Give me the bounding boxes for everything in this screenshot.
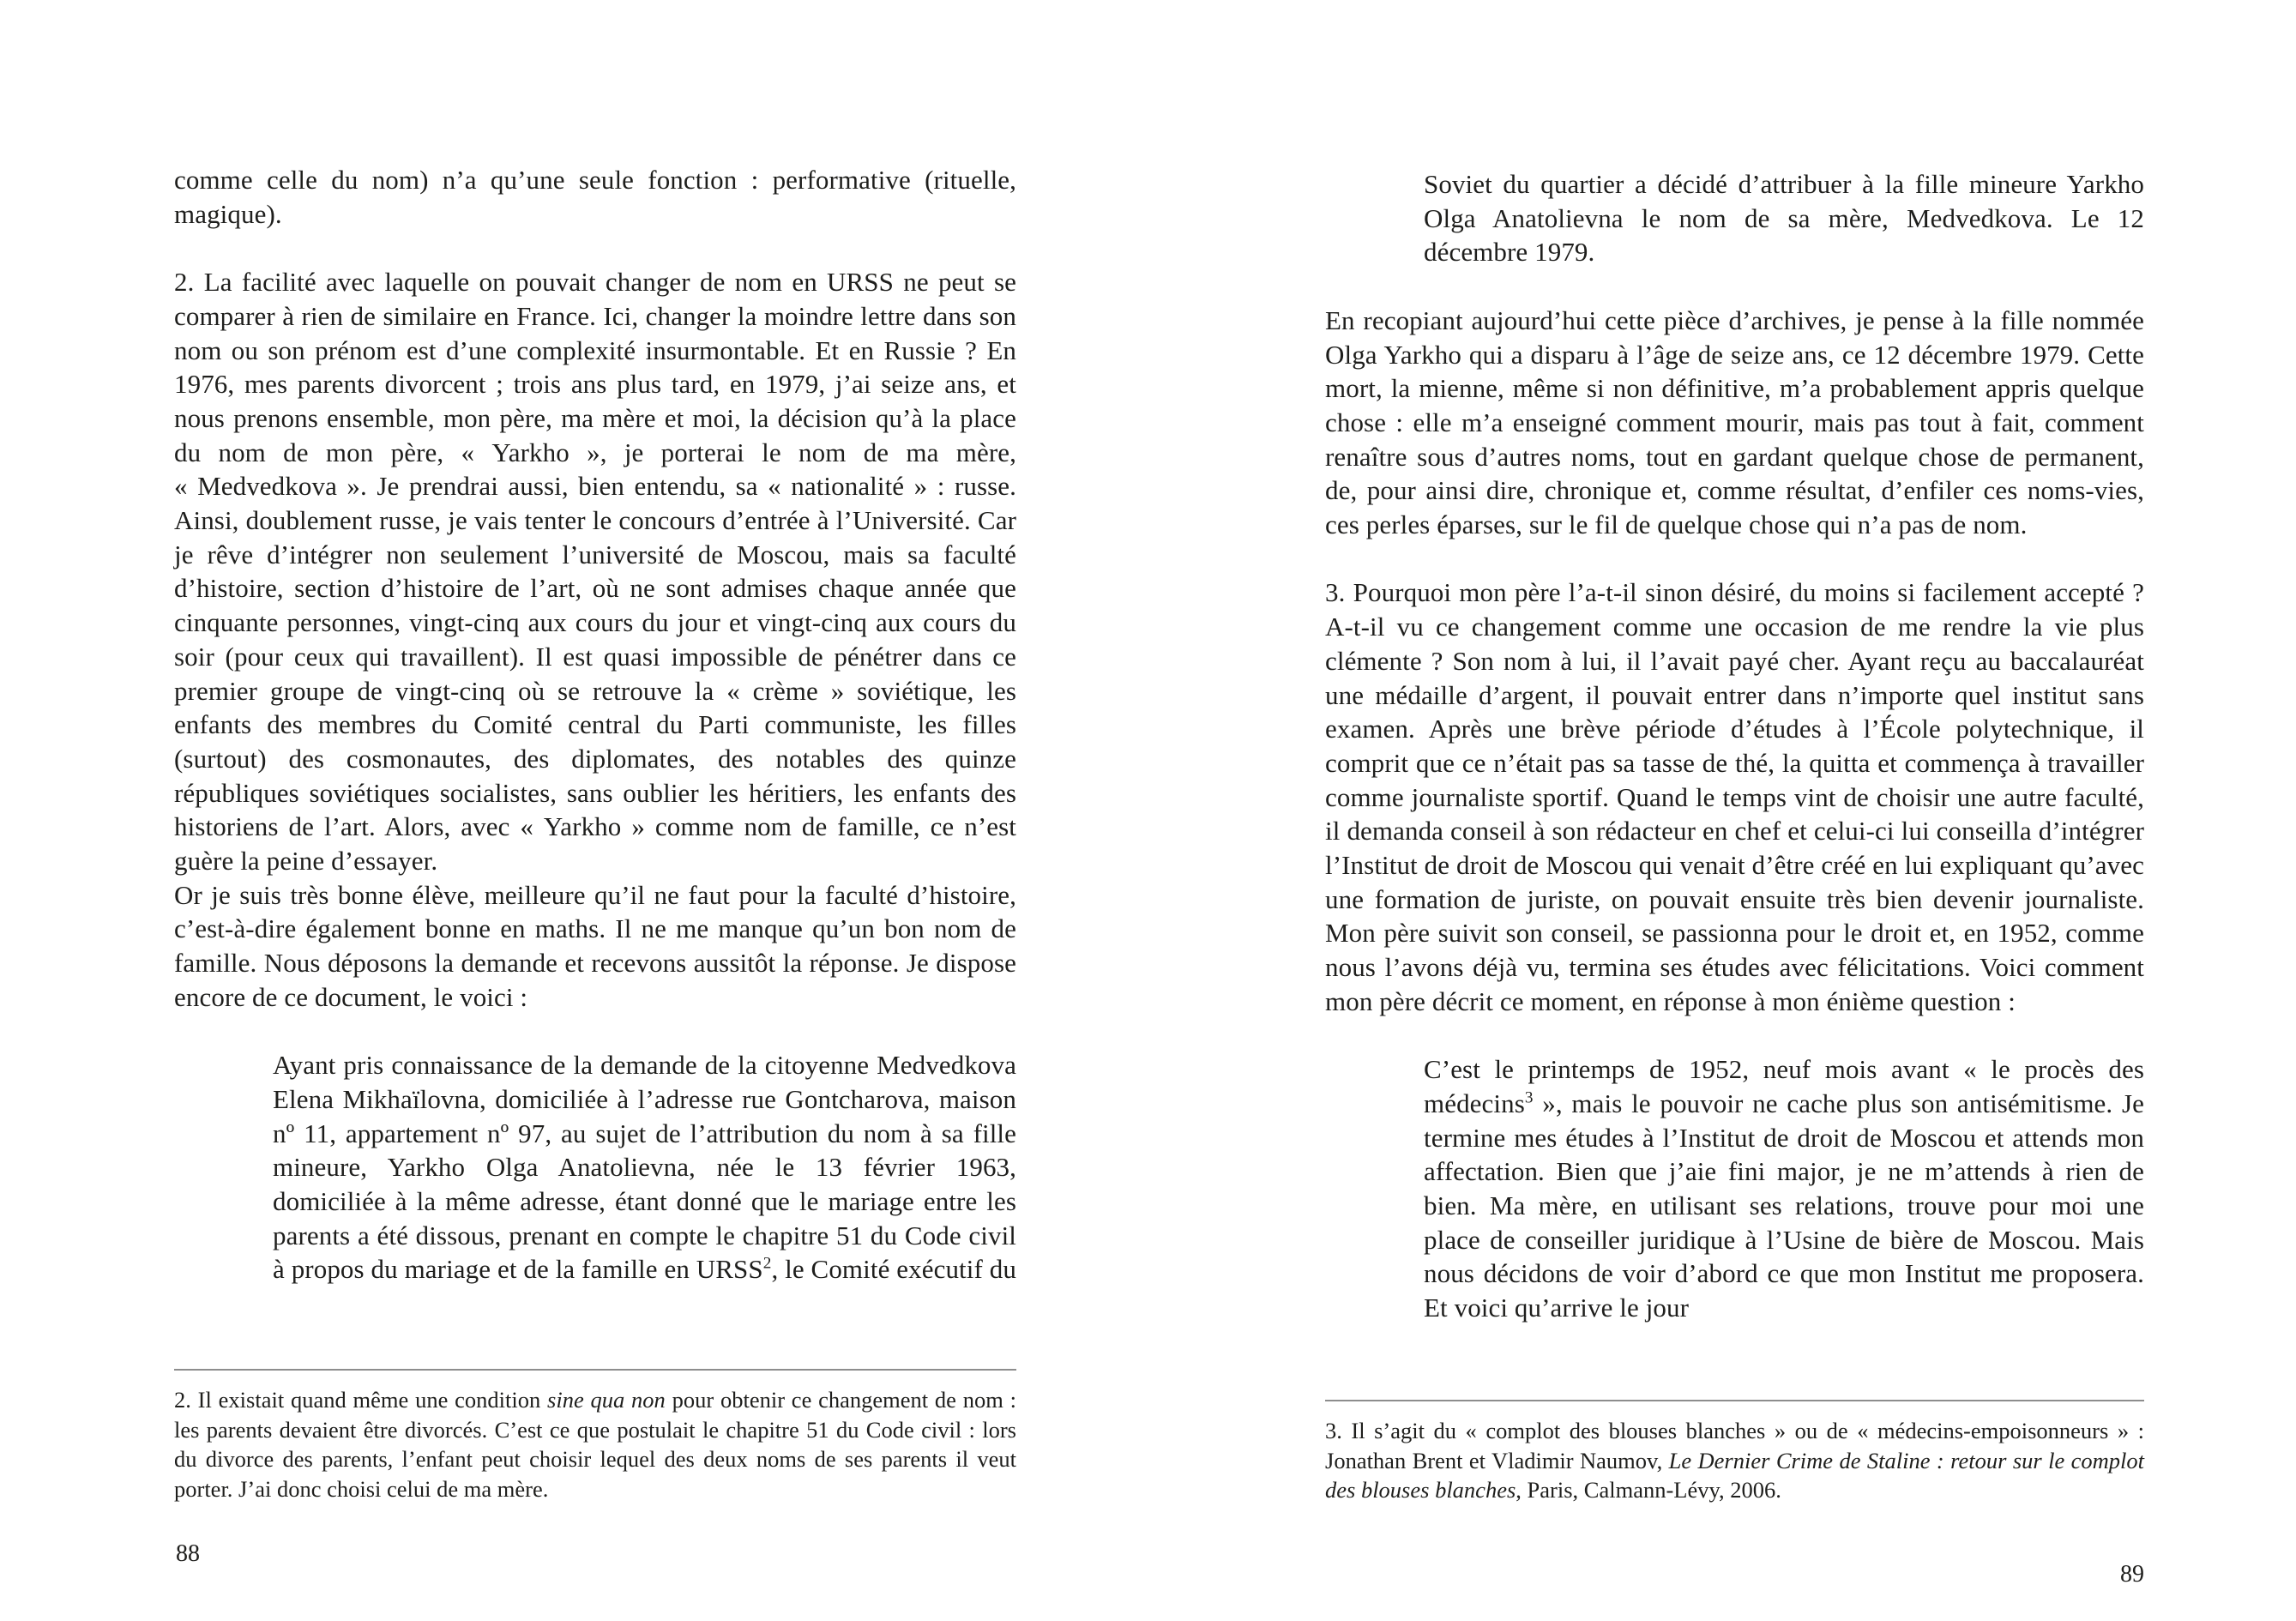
blockquote-text: C’est le printemps de 1952, neuf mois avant « le procès des médecins [1424,1054,2144,1118]
blockquote-text: Ayant pris connaissance de la demande de la citoyenne Medvedkova Elena Mikhaïlovna, domiciliée à l’adresse rue Gontcharova, maison nº 11, appartement nº 97, au sujet de l’attribution du nom à sa fille mineure, Yarkho Olga Anatolievna, née le 13 février 1963, domiciliée à la même adresse, étant donné que le mariage entre les parents a été dissous, prenant en compte le chapitre 51 du Code civil à propos du mariage et de la famille en URSS [273,1050,1016,1285]
blockquote-text-after-ref: », mais le pouvoir ne cache plus son antisémitisme. Je termine mes études à l’Institut de droit de Moscou et attends mon affectation. Bien que j’aie fini major, je ne m’attends à rien de bien. Ma mère, en utilisant ses relations, trouve pour moi une place de conseiller juridique à l’Usine de bière de Moscou. Mais nous décidons de voir d’abord ce que mon Institut me proposera. Et voici qu’arrive le jour [1424,1088,2144,1323]
footnote-ref-2: 2 [762,1255,772,1274]
page-number-89: 89 [2120,1561,2144,1588]
footnote-3-italic-title: Le Dernier Crime de Staline : retour sur le complot des blouses blanches [1325,1447,2145,1503]
footnote-3-text: 3. Il s’agit du « complot des blouses blanches » ou de « médecins-empoisonneurs » : Jonathan Brent et Vladimir Naumov, [1325,1418,2144,1473]
footnote-2-italic-phrase: sine qua non [547,1387,666,1413]
page-left-text-column [174,163,1016,1287]
blockquote-archive-document [273,1048,1016,1287]
footnote-3-text-after: , Paris, Calmann-Lévy, 2006. [1516,1477,1781,1503]
page-right-text-column [1325,167,2144,1325]
blockquote-archive-continuation: Soviet du quartier a décidé d’attribuer à la fille mineure Yarkho Olga Anatolievna le nom de sa mère, Medvedkova. Le 12 décembre 1979. [1424,169,2144,268]
footnote-2-text: 2. Il existait quand même une condition [174,1387,548,1413]
footnote-3 [1325,1400,2144,1505]
paragraph-2: 2. La facilité avec laquelle on pouvait changer de nom en URSS ne peut se comparer à rien de similaire en France. Ici, changer la moindre lettre dans son nom ou son prénom est d’une complexité insurmontable. Et en Russie ? En 1976, mes parents divorcent ; trois ans plus tard, en 1979, j’ai seize ans, et nous prenons ensemble, mon père, ma mère et moi, la décision qu’à la place du nom de mon père, « Yarkho », je porterai le nom de ma mère, « Medvedkova ». Je prendrai aussi, bien entendu, sa « nationalité » : russe. Ainsi, doublement russe, je vais tenter le concours d’entrée à l’Université. Car je rêve d’intégrer non seulement l’université de Moscou, mais sa faculté d’histoire, section d’histoire de l’art, où ne sont admises chaque année que cinquante personnes, vingt-cinq aux cours du jour et vingt-cinq aux cours du soir (pour ceux qui travaillent). Il est quasi impossible de pénétrer dans ce premier groupe de vingt-cinq où se retrouve la « crème » soviétique, les enfants des membres du Comité central du Parti communiste, les filles (surtout) des cosmonautes, des diplomates, des notables des quinze républiques soviétiques socialistes, sans oublier les héritiers, les enfants des historiens de l’art. Alors, avec « Yarkho » comme nom de famille, ce n’est guère la peine d’essayer. [174,267,1016,877]
footnote-2-text-after: pour obtenir ce changement de nom : les parents devaient être divorcés. C’est ce que postulait le chapitre 51 du Code civil : lors du divorce des parents, l’enfant peut choisir lequel des deux noms de ses parents il veut porter. J’ai donc choisi celui de ma mère. [174,1387,1017,1502]
footnote-ref-3: 3 [1524,1088,1534,1107]
blockquote-text-after-ref: , le Comité exécutif du [771,1254,1016,1285]
paragraph-fragment: comme celle du nom) n’a qu’une seule fonction : performative (rituelle, magique). [174,165,1016,229]
page-number-88: 88 [176,1540,200,1567]
blockquote-father-account [1424,1052,2144,1325]
footnote-2 [174,1369,1016,1503]
paragraph-3: 3. Pourquoi mon père l’a-t-il sinon désiré, du moins si facilement accepté ? A-t-il vu ce changement comme une occasion de me rendre la vie plus clémente ? Son nom à lui, il l’avait payé cher. Ayant reçu au baccalauréat une médaille d’argent, il pouvait entrer dans n’importe quel institut sans examen. Après une brève période d’études à l’École polytechnique, il comprit que ce n’était pas sa tasse de thé, la quitta et commença à travailler comme journaliste sportif. Quand le temps vint de choisir une autre faculté, il demanda conseil à son rédacteur en chef et celui-ci lui conseilla d’intégrer l’Institut de droit de Moscou qui venait d’être créé en lui expliquant qu’avec une formation de juriste, on pouvait ensuite très bien devenir journaliste. Mon père suivit son conseil, se passionna pour le droit et, en 1952, comme nous l’avons déjà vu, termina ses études avec félicitations. Voici comment mon père décrit ce moment, en réponse à mon énième question : [1325,577,2144,1016]
paragraph-continuation: Or je suis très bonne élève, meilleure qu’il ne faut pour la faculté d’histoire, c’est-à-dire également bonne en maths. Il ne me manque qu’un bon nom de famille. Nous déposons la demande et recevons aussitôt la réponse. Je dispose encore de ce document, le voici : [174,879,1016,1012]
paragraph-en-recopiant: En recopiant aujourd’hui cette pièce d’archives, je pense à la fille nommée Olga Yarkho qui a disparu à l’âge de seize ans, ce 12 décembre 1979. Cette mort, la mienne, même si non définitive, m’a probablement appris quelque chose : elle m’a enseigné comment mourir, mais pas tout à fait, comment renaître sous d’autres noms, tout en gardant quelque chose de permanent, de, pour ainsi dire, chronique et, comme résultat, d’enfiler ces noms-vies, ces perles éparses, sur le fil de quelque chose qui n’a pas de nom. [1325,304,2144,540]
